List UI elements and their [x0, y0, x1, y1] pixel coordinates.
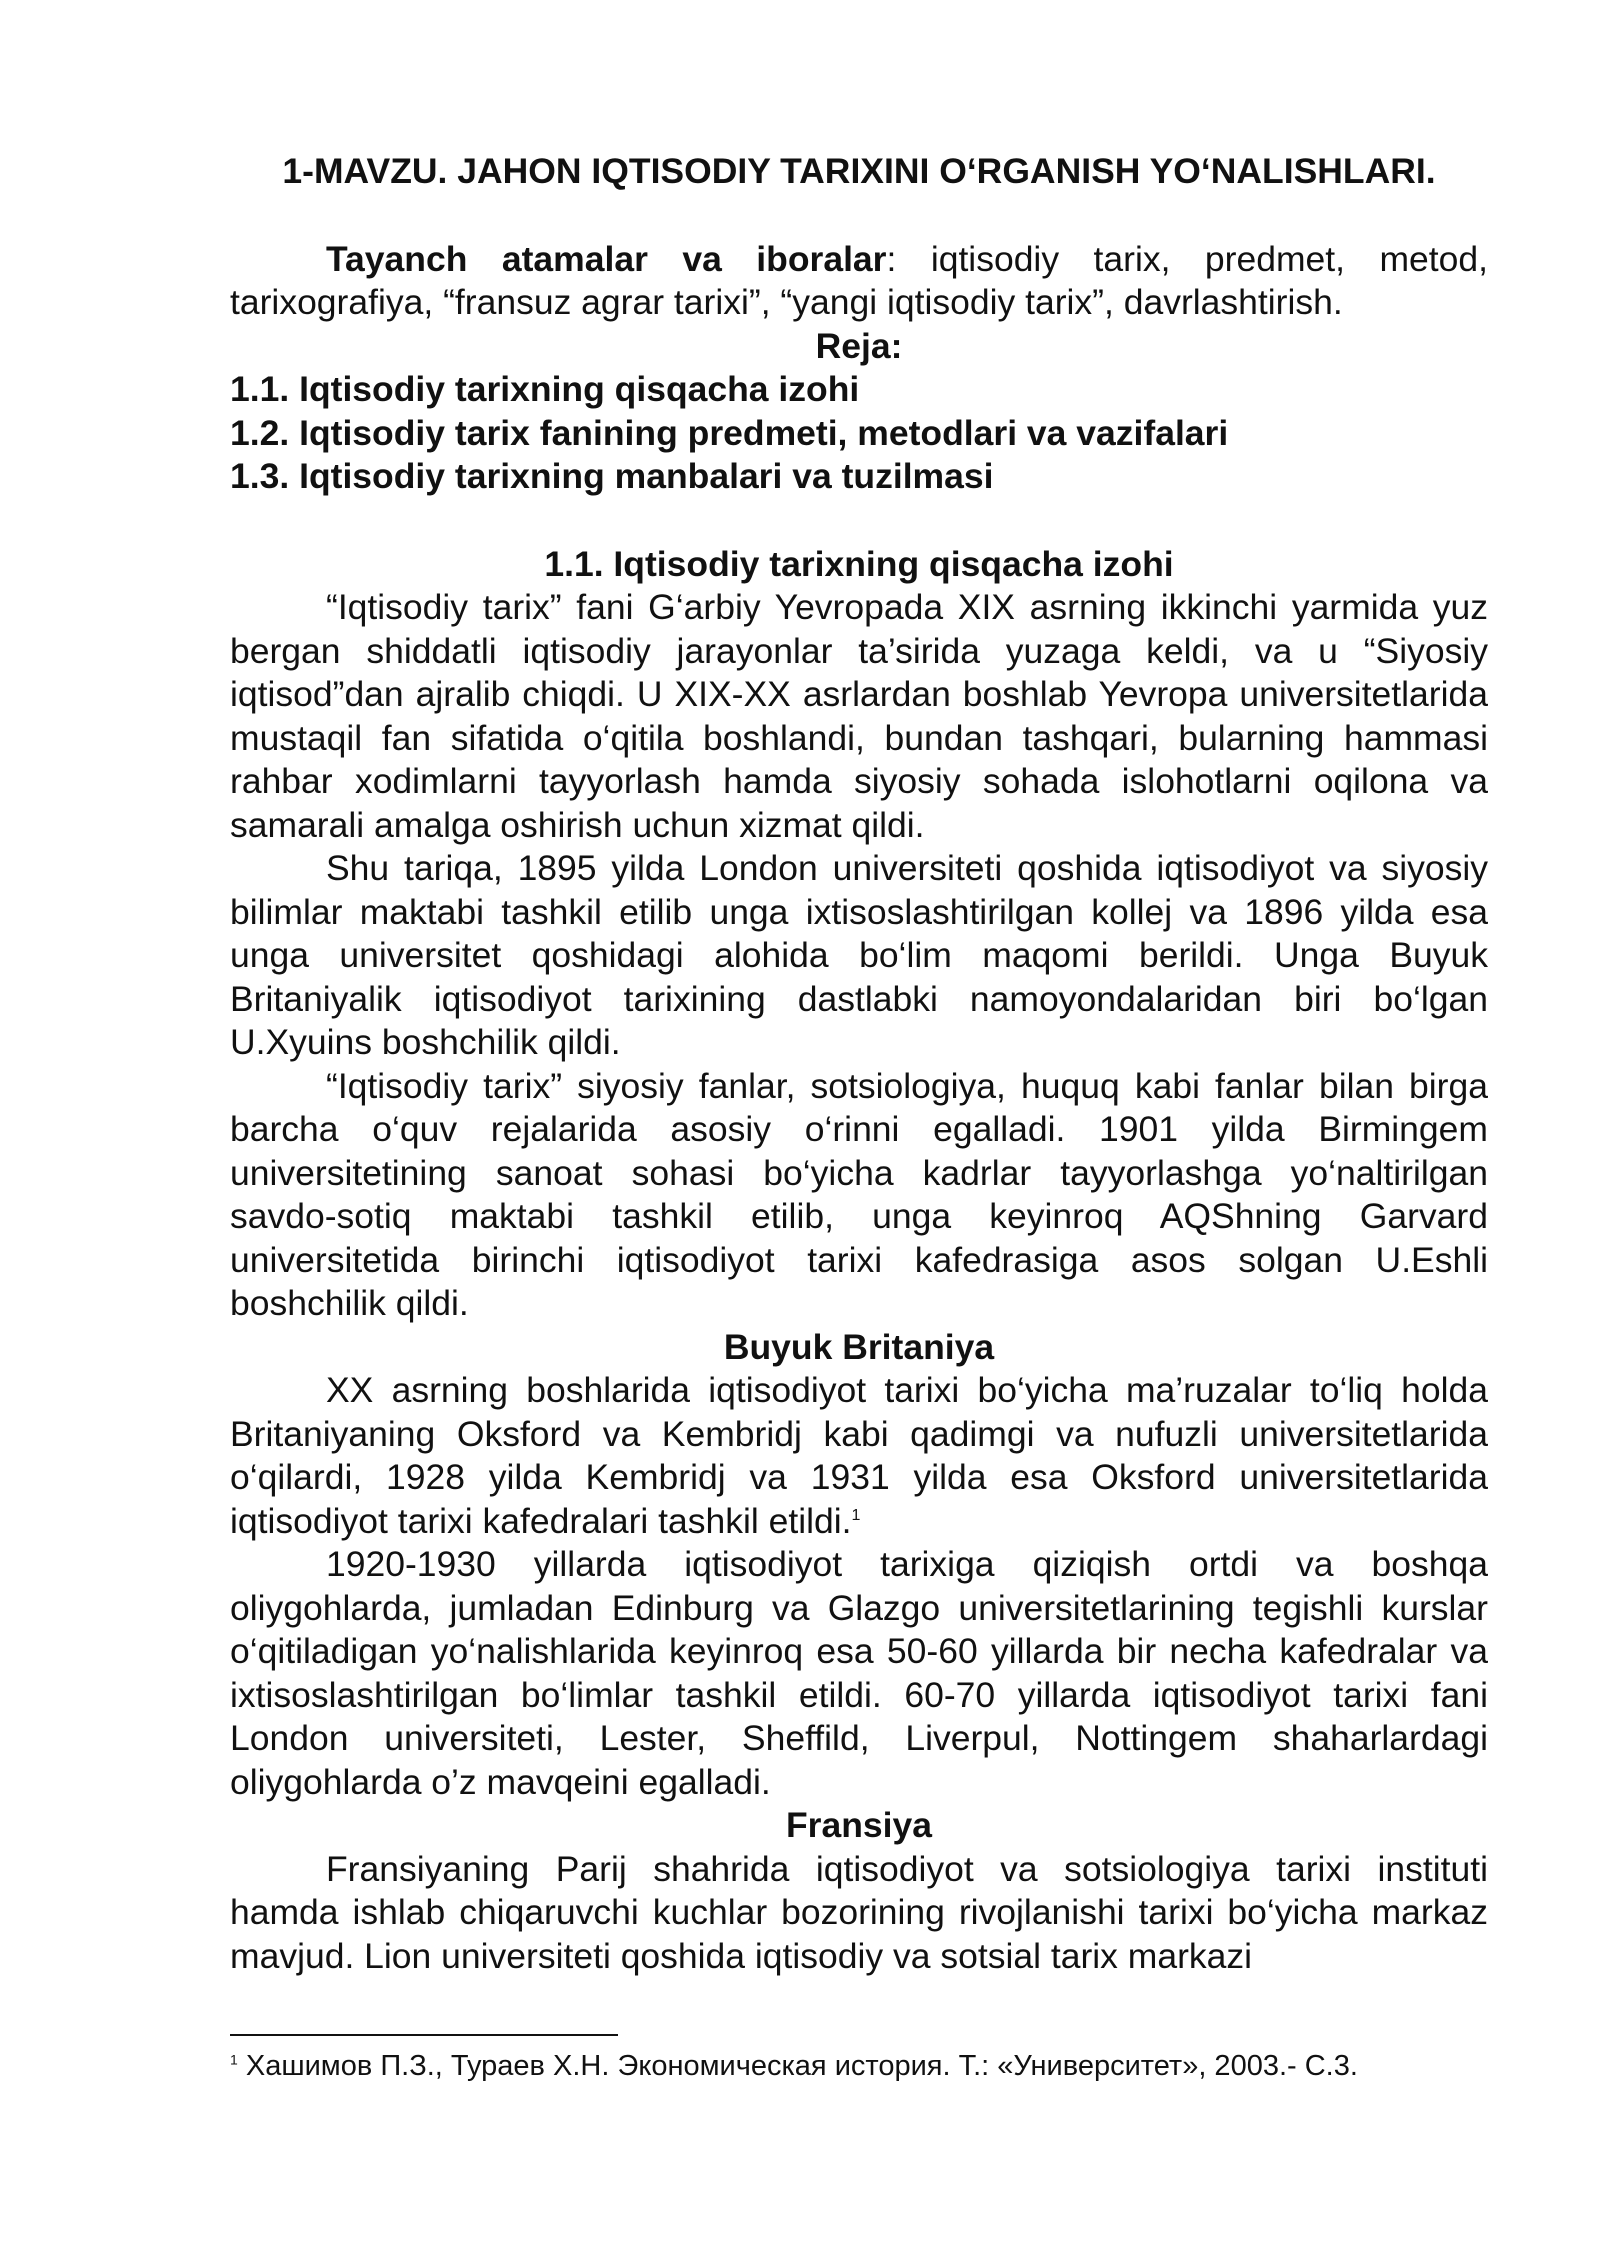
footnote	[230, 2046, 1488, 2086]
section1-paragraph-2: Shu tariqa, 1895 yilda London universiteti qoshida iqtisodiyot va siyosiy bilimlar maktabi tashkil etilib unga ixtisoslashtirilgan kollej va 1896 yilda esa unga universitet qoshidagi alohida bo‘lim maqomi berildi. Unga Buyuk Britaniyalik iqtisodiyot tarixining dastlabki namoyondalaridan biri bo‘lgan U.Xyuins boshchilik qildi.	[230, 848, 1488, 1062]
key-terms-text: : iqtisodiy tarix, predmet, metod, tarixografiya, “fransuz agrar tarixi”, “yangi iqtisodiy tarix”, davrlashtirish.	[230, 238, 1488, 322]
britain-paragraph-1	[230, 1369, 1488, 1543]
plan-item-3: 1.3. Iqtisodiy tarixning manbalari va tuzilmasi	[230, 456, 994, 496]
britain-paragraph-2: 1920-1930 yillarda iqtisodiyot tarixiga qiziqish ortdi va boshqa oliygohlarda, jumladan Edinburg va Glazgo universitetlarining tegishli kurslar o‘qitiladigan yo‘nalishlarida keyinroq esa 50-60 yillarda bir necha kafedralar va ixtisoslashtirilgan bo‘limlar tashkil etildi. 60-70 yillarda iqtisodiyot tarixi fani London universiteti, Lester, Sheffild, Liverpul, Nottingem shaharlardagi oliygohlarda o’z mavqeini egalladi.	[230, 1544, 1488, 1802]
plan-item-2: 1.2. Iqtisodiy tarix fanining predmeti, metodlari va vazifalari	[230, 412, 1229, 453]
section1-paragraph-3: “Iqtisodiy tarix” siyosiy fanlar, sotsiologiya, huquq kabi fanlar bilan birga barcha o‘quv rejalarida asosiy o‘rinni egalladi. 1901 yilda Birmingem universitetining sanoat sohasi bo‘yicha kadrlar tayyorlashga yo‘naltirilgan savdo-sotiq maktabi tashkil etilib, unga keyinroq AQShning Garvard universitetida birinchi iqtisodiyot tarixi kafedrasiga asos solgan U.Eshli boshchilik qildi.	[230, 1065, 1488, 1323]
britain-paragraph-1-text: XX asrning boshlarida iqtisodiyot tarixi bo‘yicha ma’ruzalar to‘liq holda Britaniyaning Oksford va Kembridj kabi qadimgi va nufuzli universitetlarida o‘qilardi, 1928 yilda Kembridj va 1931 yilda esa Oksford universitetlarida iqtisodiyot tarixi kafedralari tashkil etildi.	[230, 1370, 1488, 1541]
plan-item-1: 1.1. Iqtisodiy tarixning qisqacha izohi	[230, 369, 860, 409]
key-terms-paragraph	[230, 238, 1488, 325]
britain-heading: Buyuk Britaniya	[723, 1326, 995, 1367]
key-terms-label: Tayanch atamalar va iboralar	[326, 238, 887, 279]
document-page	[230, 150, 1488, 1978]
france-paragraph-1: Fransiyaning Parij shahrida iqtisodiyot va sotsiologiya tarixi instituti hamda ishlab chiqaruvchi kuchlar bozorining rivojlanishi tarixi bo‘yicha markaz mavjud. Lion universiteti qoshida iqtisodiy va sotsial tarix markazi	[230, 1848, 1488, 1976]
section-spacer	[230, 499, 1488, 543]
document-title: 1-MAVZU. JAHON IQTISODIY TARIXINI O‘RGANISH YO‘NALISHLARI.	[282, 151, 1436, 191]
section-heading-1-1: 1.1. Iqtisodiy tarixning qisqacha izohi	[544, 543, 1174, 584]
plan-heading: Reja:	[815, 325, 903, 366]
footnote-text: Хашимов П.З., Тураев Х.Н. Экономическая история. Т.: «Университет», 2003.- С.3.	[237, 2050, 1358, 2082]
footnote-number: 1	[230, 2051, 238, 2068]
section1-paragraph-1: “Iqtisodiy tarix” fani G‘arbiy Yevropada XIX asrning ikkinchi yarmida yuz bergan shiddatli iqtisodiy jarayonlar ta’sirida yuzaga keldi, va u “Siyosiy iqtisod”dan ajralib chiqdi. U XIX-XX asrlardan boshlab Yevropa universitetlarida mustaqil fan sifatida o‘qitila boshlandi, bundan tashqari, bularning hammasi rahbar xodimlarni tayyorlash hamda siyosiy sohada islohotlarni oqilona va samarali amalga oshirish uchun xizmat qildi.	[230, 587, 1488, 845]
france-heading: Fransiya	[785, 1805, 933, 1845]
footnote-divider	[230, 2034, 618, 2036]
footnote-reference[interactable]: 1	[851, 1506, 861, 1524]
